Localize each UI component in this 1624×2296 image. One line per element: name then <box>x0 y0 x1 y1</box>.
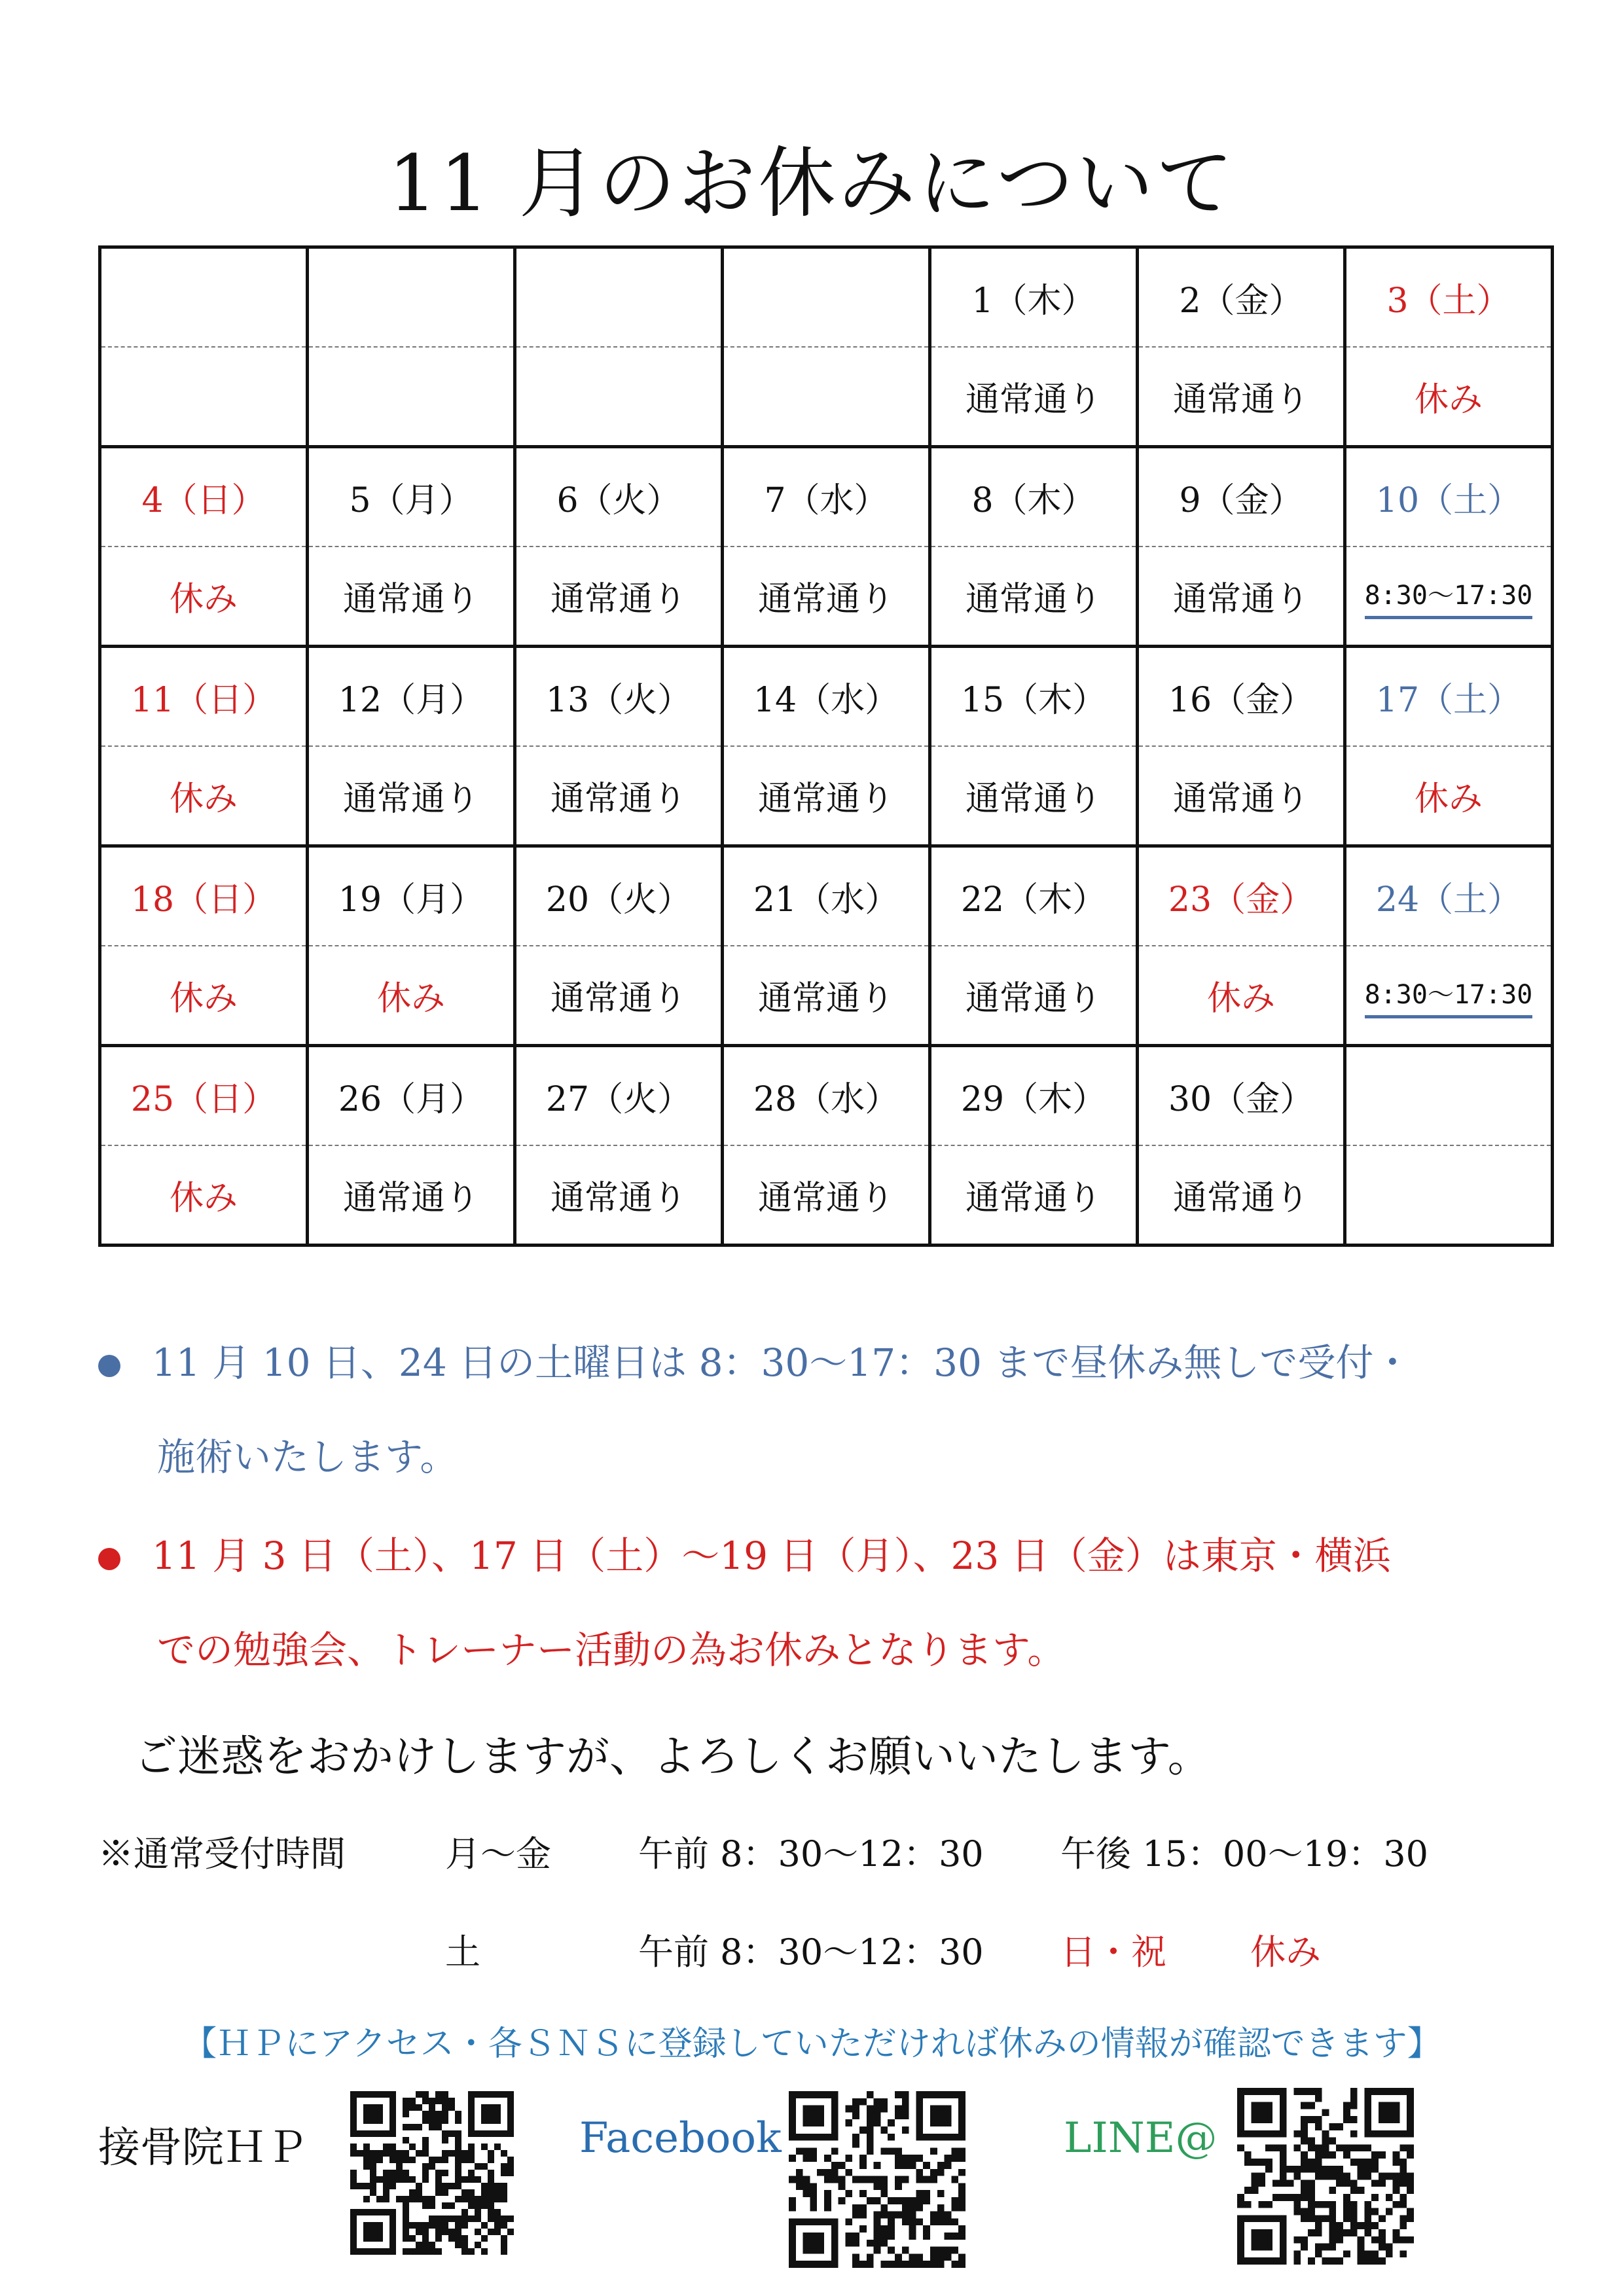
calendar-date-cell <box>308 247 515 348</box>
closure-note <box>98 1525 1571 1674</box>
date-label: 29（木） <box>960 1080 1107 1119</box>
note-blue-line1: 11 月 10 日、24 日の土曜日は 8：30〜17：30 まで昼休み無しで受付・ <box>152 1340 1412 1385</box>
status-label: 休み <box>169 580 238 619</box>
calendar-date-cell <box>515 846 723 946</box>
calendar-date-cell <box>1345 647 1553 747</box>
saturday-hours-note <box>98 1332 1571 1481</box>
date-label: 30（金） <box>1168 1080 1314 1119</box>
calendar-status-cell <box>1345 547 1553 647</box>
status-label: 通常通り <box>342 780 479 819</box>
saturday-am-hours: 午前 8：30〜12：30 <box>638 1931 984 1973</box>
hp-qr-code-icon[interactable] <box>350 2091 514 2255</box>
status-label: 通常通り <box>757 580 894 619</box>
status-label: 通常通り <box>550 979 687 1018</box>
calendar-status-cell <box>723 1145 930 1246</box>
calendar-status-cell <box>515 347 723 447</box>
date-label: 17（土） <box>1375 681 1522 720</box>
saturday-days: 土 <box>445 1931 480 1973</box>
calendar-date-cell <box>723 1046 930 1146</box>
date-label: 10（土） <box>1375 481 1522 520</box>
blue-bullet-icon <box>98 1355 120 1377</box>
date-label: 15（木） <box>960 681 1107 720</box>
date-label: 25（日） <box>130 1080 277 1119</box>
calendar-status-cell <box>100 1145 308 1246</box>
calendar-date-cell <box>100 1046 308 1146</box>
status-label: 通常通り <box>965 780 1102 819</box>
facebook-label[interactable]: Facebook <box>579 2114 782 2162</box>
calendar-date-cell <box>1345 846 1553 946</box>
calendar-status-cell <box>1345 1145 1553 1246</box>
calendar-status-cell <box>308 1145 515 1246</box>
date-label: 4（日） <box>141 481 266 520</box>
status-label: 休み <box>169 780 238 819</box>
calendar-date-cell <box>100 846 308 946</box>
status-label: 通常通り <box>550 1179 687 1218</box>
date-label: 14（水） <box>753 681 899 720</box>
calendar-status-cell <box>1345 347 1553 447</box>
calendar-date-cell <box>723 647 930 747</box>
date-label: 22（木） <box>960 880 1107 920</box>
calendar-date-cell <box>1345 447 1553 547</box>
calendar-status-cell <box>308 347 515 447</box>
calendar-status-cell <box>1345 746 1553 846</box>
calendar-date-cell <box>930 647 1138 747</box>
calendar-status-cell <box>515 547 723 647</box>
calendar-date-cell <box>930 247 1138 348</box>
date-label: 5（月） <box>349 481 473 520</box>
calendar-status-cell <box>723 946 930 1046</box>
status-label: 休み <box>1414 780 1483 819</box>
status-label: 通常通り <box>757 979 894 1018</box>
calendar-date-cell <box>100 247 308 348</box>
calendar-date-cell <box>1345 1046 1553 1146</box>
calendar-date-cell <box>723 247 930 348</box>
calendar-status-cell <box>1138 547 1345 647</box>
calendar-status-cell <box>100 946 308 1046</box>
calendar-date-row <box>100 1046 1553 1146</box>
calendar-status-cell <box>100 347 308 447</box>
status-label: 通常通り <box>1172 380 1309 420</box>
calendar-date-cell <box>1138 846 1345 946</box>
calendar-date-cell <box>930 1046 1138 1146</box>
date-label: 24（土） <box>1375 880 1522 920</box>
status-label: 休み <box>169 979 238 1018</box>
date-label: 19（月） <box>338 880 484 920</box>
calendar-status-cell <box>1138 1145 1345 1246</box>
calendar-date-cell <box>723 447 930 547</box>
calendar-status-cell <box>1138 946 1345 1046</box>
calendar-date-cell <box>1138 447 1345 547</box>
holiday-days: 日・祝 <box>1060 1931 1166 1973</box>
calendar-status-cell <box>930 946 1138 1046</box>
calendar-status-cell <box>930 1145 1138 1246</box>
status-label: 通常通り <box>550 780 687 819</box>
status-label: 休み <box>1206 979 1275 1018</box>
calendar-date-cell <box>1345 247 1553 348</box>
calendar-date-cell <box>308 647 515 747</box>
calendar-date-cell <box>308 447 515 547</box>
calendar-date-row <box>100 647 1553 747</box>
date-label: 18（日） <box>130 880 277 920</box>
calendar-status-cell <box>515 1145 723 1246</box>
calendar-status-cell <box>1138 347 1345 447</box>
date-label: 12（月） <box>338 681 484 720</box>
calendar-date-row <box>100 447 1553 547</box>
holiday-calendar <box>98 245 1554 1247</box>
calendar-status-cell <box>100 746 308 846</box>
status-label: 通常通り <box>342 580 479 619</box>
calendar-status-row <box>100 1145 1553 1246</box>
date-label: 11（日） <box>130 681 277 720</box>
status-label: 8:30〜17:30 <box>1365 974 1533 1018</box>
status-label: 通常通り <box>1172 580 1309 619</box>
status-label: 休み <box>169 1179 238 1218</box>
date-label: 13（火） <box>545 681 692 720</box>
status-label: 通常通り <box>1172 1179 1309 1218</box>
date-label: 23（金） <box>1168 880 1314 920</box>
calendar-date-cell <box>308 1046 515 1146</box>
line-label[interactable]: LINE@ <box>1064 2114 1218 2162</box>
status-label: 8:30〜17:30 <box>1365 575 1533 619</box>
status-label: 通常通り <box>550 580 687 619</box>
date-label: 26（月） <box>338 1080 484 1119</box>
calendar-status-row <box>100 946 1553 1046</box>
date-label: 6（火） <box>556 481 681 520</box>
date-label: 20（火） <box>545 880 692 920</box>
calendar-status-cell <box>308 746 515 846</box>
status-label: 通常通り <box>965 1179 1102 1218</box>
calendar-status-cell <box>930 347 1138 447</box>
status-label: 通常通り <box>965 380 1102 420</box>
calendar-status-cell <box>930 547 1138 647</box>
access-note: 【ＨＰにアクセス・各ＳＮＳに登録していただければ休みの情報が確認できます】 <box>183 2024 1441 2064</box>
date-label: 27（火） <box>545 1080 692 1119</box>
calendar-status-cell <box>515 746 723 846</box>
facebook-qr-code-icon[interactable] <box>789 2091 965 2268</box>
calendar-date-cell <box>100 447 308 547</box>
calendar-status-row <box>100 347 1553 447</box>
calendar-status-row <box>100 547 1553 647</box>
note-red-line1: 11 月 3 日（土）、17 日（土）〜19 日（月）、23 日（金）は東京・横浜 <box>152 1534 1391 1578</box>
note-red-line2: での勉強会、トレーナー活動の為お休みとなります。 <box>157 1628 1066 1672</box>
status-label: 通常通り <box>757 1179 894 1218</box>
calendar-status-cell <box>308 946 515 1046</box>
calendar-status-cell <box>100 547 308 647</box>
date-label: 2（金） <box>1179 281 1303 321</box>
calendar-status-cell <box>723 547 930 647</box>
apology-text: ご迷惑をおかけしますが、よろしくお願いいたします。 <box>134 1731 1211 1782</box>
red-bullet-icon <box>98 1548 120 1570</box>
calendar-status-cell <box>515 946 723 1046</box>
calendar-date-cell <box>723 846 930 946</box>
calendar-date-cell <box>1138 1046 1345 1146</box>
calendar-status-cell <box>930 746 1138 846</box>
hp-label: 接骨院ＨＰ <box>98 2124 308 2172</box>
date-label: 7（水） <box>764 481 888 520</box>
calendar-date-cell <box>1138 247 1345 348</box>
calendar-status-cell <box>1138 746 1345 846</box>
page-title: 11 月のお休みについて <box>388 138 1236 228</box>
calendar-date-row <box>100 846 1553 946</box>
date-label: 8（木） <box>971 481 1096 520</box>
holiday-status: 休み <box>1250 1931 1321 1973</box>
calendar-status-row <box>100 746 1553 846</box>
status-label: 通常通り <box>1172 780 1309 819</box>
note-blue-line2: 施術いたします。 <box>157 1435 458 1479</box>
weekday-am-hours: 午前 8：30〜12：30 <box>638 1833 984 1874</box>
date-label: 3（土） <box>1386 281 1511 321</box>
calendar-date-row <box>100 247 1553 348</box>
hours-label: ※通常受付時間 <box>98 1833 346 1874</box>
calendar-date-cell <box>515 247 723 348</box>
status-label: 休み <box>1414 380 1483 420</box>
status-label: 通常通り <box>965 979 1102 1018</box>
status-label: 通常通り <box>342 1179 479 1218</box>
date-label: 28（水） <box>753 1080 899 1119</box>
calendar-date-cell <box>1138 647 1345 747</box>
calendar-date-cell <box>308 846 515 946</box>
calendar-date-cell <box>930 447 1138 547</box>
calendar-status-cell <box>1345 946 1553 1046</box>
status-label: 通常通り <box>757 780 894 819</box>
calendar-date-cell <box>515 447 723 547</box>
calendar-date-cell <box>930 846 1138 946</box>
calendar-status-cell <box>723 347 930 447</box>
calendar-status-cell <box>308 547 515 647</box>
calendar-date-cell <box>515 1046 723 1146</box>
status-label: 休み <box>376 979 445 1018</box>
weekday-days: 月〜金 <box>445 1833 551 1874</box>
date-label: 16（金） <box>1168 681 1314 720</box>
date-label: 21（水） <box>753 880 899 920</box>
calendar-date-cell <box>515 647 723 747</box>
calendar-status-cell <box>723 746 930 846</box>
date-label: 1（木） <box>971 281 1096 321</box>
line-qr-code-icon[interactable] <box>1237 2088 1414 2265</box>
date-label: 9（金） <box>1179 481 1303 520</box>
weekday-pm-hours: 午後 15：00〜19：30 <box>1060 1833 1429 1874</box>
status-label: 通常通り <box>965 580 1102 619</box>
calendar-date-cell <box>100 647 308 747</box>
